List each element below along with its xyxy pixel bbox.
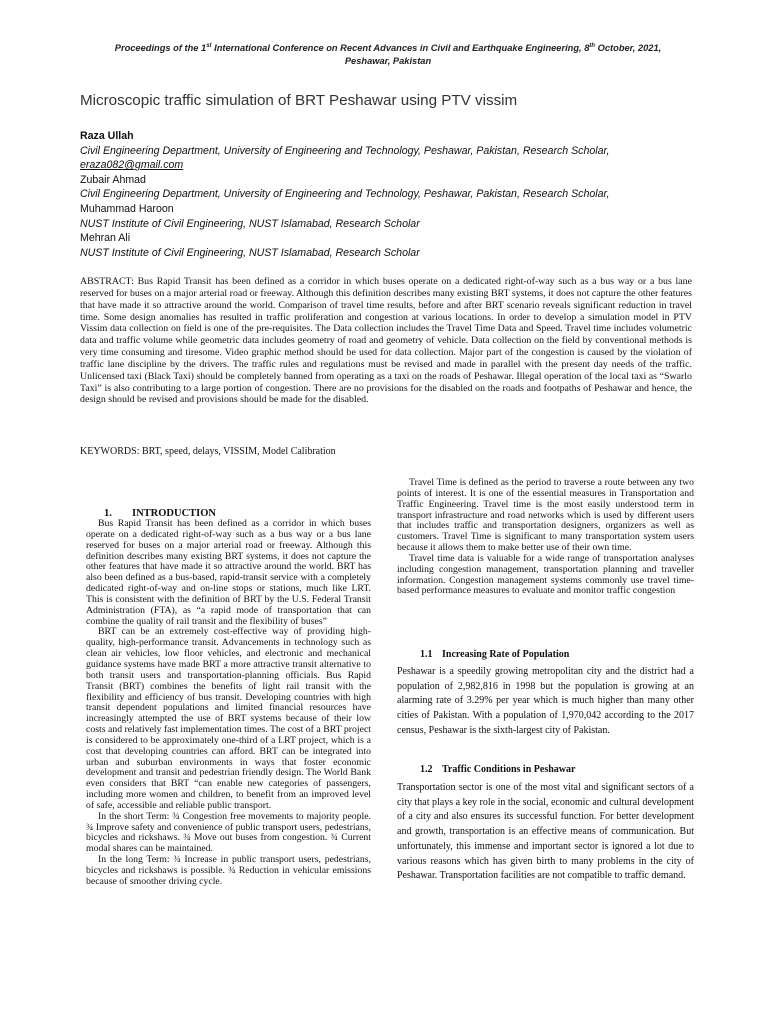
intro-paragraph: In the short Term: ¾ Congestion free movements to majority people. ¾ Improve safety and convenience of public transport users, pedestrians, bicycles and rickshaws. ¾ Move out buses from congestion. ¾ Current modal shares can be maintained. [86, 810, 371, 855]
paper-title: Microscopic traffic simulation of BRT Peshawar using PTV vissim [80, 92, 518, 109]
section-title: INTRODUCTION [132, 508, 217, 519]
section-number: 1.2 [420, 764, 433, 775]
section-title: Increasing Rate of Population [442, 649, 570, 660]
proceedings-sup-2: th [589, 43, 596, 49]
section-title: Traffic Conditions in Peshawar [442, 764, 576, 775]
proceedings-header [96, 40, 680, 68]
author-affiliation: NUST Institute of Civil Engineering, NUST Islamabad, Research Scholar [80, 217, 420, 230]
section-heading-1-2 [420, 764, 575, 775]
proceedings-location: Peshawar, Pakistan [344, 56, 432, 67]
section-paragraph: Transportation sector is one of the most vital and significant sectors of a city that plays a key role in the social, economic and cultural development of a city and also ensures its successful function. For better development and growth, transportation is an effective means of communication. But unfortunately, this immense and important sector is ignored a lot due to various reasons which has given birth to many problems in the city of Peshawar. Transportation facilities are not compatible to traffic demand. [397, 782, 694, 882]
section-paragraph: Peshawar is a speedily growing metropolitan city and the district had a population of 2,982,816 in 1998 but the population is growing at an alarming rate of 3.29% per year which is much higher than many other cities of Pakistan. With a population of 1,970,042 according to the 2017 census, Peshawar is the sixth-largest city of Pakistan. [397, 666, 694, 736]
proceedings-text-a: Proceedings of the 1 [114, 43, 207, 54]
author-affiliation: NUST Institute of Civil Engineering, NUST Islamabad, Research Scholar [80, 246, 420, 259]
proceedings-text-b: International Conference on Recent Advances in Civil and Earthquake Engineering, 8 [211, 43, 590, 54]
author-affiliation: Civil Engineering Department, University of Engineering and Technology, Peshawar, Pakistan, Research Scholar, [80, 188, 610, 201]
author-name: Raza Ullah [80, 130, 134, 142]
section-number: 1.1 [420, 649, 433, 660]
author-block [80, 129, 692, 260]
intro-paragraph: BRT can be an extremely cost-effective way of providing high-quality, high-performance transit. Advancements in technology such as clean air vehicles, low floor vehicles, and electronic and mechanical guidance systems have made BRT a more attractive transit alternative to both transit users and transportation-planning officials. Bus Rapid Transit (BRT) combines the benefits of light rail transit with the flexibility and efficiency of bus transit. Developing countries with high transit dependent populations and limited financial resources have increasingly attempted the use of BRT systems because of their low costs and relatively fast implementation times. The cost of a BRT project is considered to be approximately one-third of a LRT project, which is a cost that developing countries can afford. BRT can be integrated into urban and suburban environments in ways that foster economic development and transit and pedestrian friendly design. The World Bank even considers that BRT “can enable new categories of passengers, including more women and children, to benefit from an improved level of safe, accessible and reliable public transport. [86, 626, 371, 811]
author-name: Muhammad Haroon [80, 202, 174, 215]
section-number: 1. [104, 508, 112, 519]
keywords: KEYWORDS: BRT, speed, delays, VISSIM, Model Calibration [80, 446, 336, 457]
travel-paragraph: Travel time data is valuable for a wide range of transportation analyses including congestion management, transportation planning and traveller information. Congestion management systems commonly use travel time-based performance measures to evaluate and monitor traffic congestion [397, 552, 694, 597]
author-name: Mehran Ali [80, 232, 131, 245]
intro-paragraph: In the long Term: ¾ Increase in public transport users, pedestrians, bicycles and rickshaws is possible. ¾ Reduction in vehicular emissions because of smoother driving cycle. [86, 854, 371, 887]
proceedings-text-c: October, 2021, [595, 43, 662, 54]
abstract: ABSTRACT: Bus Rapid Transit has been defined as a corridor in which buses operate on a dedicated right-of-way such as a bus way or a bus lane reserved for buses on a major arterial road or freeway. Although this definition describes many existing BRT systems, it does not capture the other features that have made it so attractive around the world. Comparison of travel time results, before and after BRT scenario reveals significant reduction in travel time. Some design anomalies has resulted in traffic proliferation and congestion at various locations. In order to develop a simulation model in PTV Vissim data collection on field is one of the pre-requisites. The Data collection includes the Travel Time Data and Speed. Travel time includes volumetric data and traffic volume while geometric data includes geometry of road and geometry of vehicle. Data collection on the field by conventional methods is very time consuming and tiresome. Video graphic method should be used for data collection. Major part of the congestion is caused by the violation of traffic lane discipline by the drivers. The traffic rules and regulations must be revised and made in parallel with the present day needs of the traffic. Unlicensed taxi (Black Taxi) should be completely banned from operating as a taxi on the roads of Peshawar. Illegal operation of the local taxi as “Swarlo Taxi” is also contributing to a large portion of congestion. There are no provisions for the disabled on the roads and footpaths of Peshawar and hence, the design should be revised and provisions should be made for the disabled. [80, 276, 692, 406]
proceedings-sup-1: st [206, 43, 212, 49]
travel-paragraph: Travel Time is defined as the period to traverse a route between any two points of interest. It is one of the essential measures in Transportation and Traffic Engineering. Travel time is the most easily understood term in transport infrastructure and road networks which is used by different users that includes traffic and transportation designers, organizers as well as customers. Travel Time is significant to many transportation system users because it allows them to make better use of their own time. [397, 477, 694, 554]
author-affiliation: Civil Engineering Department, University of Engineering and Technology, Peshawar, Pakistan, Research Scholar, [80, 144, 610, 157]
section-1-2-body [397, 781, 694, 884]
section-1-1-body [397, 665, 694, 739]
right-column-travel-time [397, 478, 694, 597]
left-column [86, 519, 371, 888]
section-heading-1-1 [420, 649, 569, 660]
intro-paragraph: Bus Rapid Transit has been defined as a corridor in which buses operate on a dedicated right-of-way such as a bus way or a bus lane reserved for buses on a major arterial road or freeway. Although this definition describes many existing BRT systems, it does not capture the other features that have made it so attractive around the world. BRT has also been defined as a bus-based, rapid-transit service with a completely dedicated right-of-way and on-line stops or stations, much like LRT. This is consistent with the definition of BRT by the U.S. Federal Transit Administration (FTA), as “a rapid mode of transportation that can combine the quality of rail transit and the flexibility of buses” [86, 518, 371, 627]
author-name: Zubair Ahmad [80, 173, 146, 186]
author-email-link[interactable]: eraza082@gmail.com [80, 159, 184, 172]
